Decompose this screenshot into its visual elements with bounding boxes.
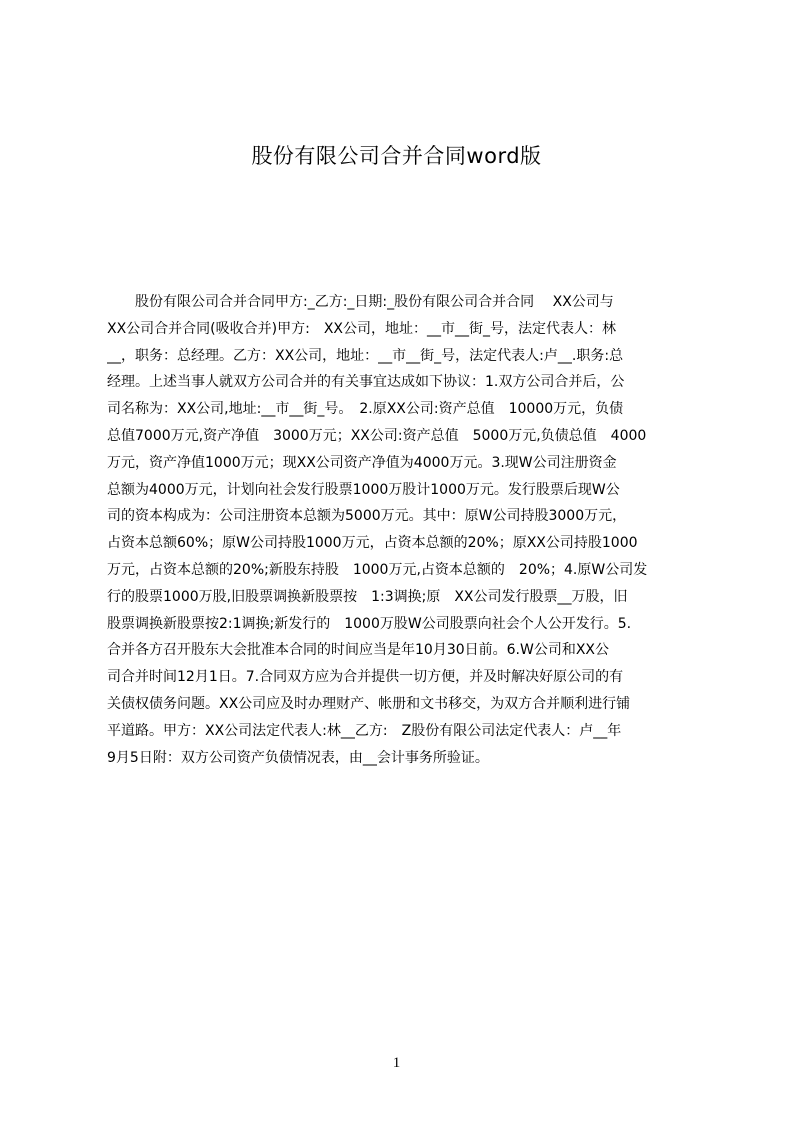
body-line: 司名称为：XX公司,地址:__市__街_号。 2.原XX公司:资产总值 10000万元，负债 [107, 401, 624, 418]
body-line: 司合并时间12月1日。7.合同双方应为合并提供一切方便，并及时解决好原公司的有 [107, 669, 624, 686]
body-line: 合并各方召开股东大会批准本合同的时间应当是年10月30日前。6.W公司和XX公 [107, 642, 610, 659]
body-line: 行的股票1000万股,旧股票调换新股票按 1:3调换;原 XX公司发行股票__万股，旧 [107, 588, 628, 605]
body-line: XX公司合并合同(吸收合并)甲方: XX公司，地址：__市__街_号，法定代表人：林 [107, 320, 617, 337]
body-line: 平道路。甲方：XX公司法定代表人:林__乙方: Z股份有限公司法定代表人：卢__年 [107, 722, 622, 739]
document-title: 股份有限公司合并合同word版 [251, 144, 542, 168]
body-line: 股份有限公司合并合同甲方:_乙方:_日期:_股份有限公司合并合同 XX公司与 [107, 294, 614, 310]
body-line: 9月5日附：双方公司资产负债情况表，由__会计事务所验证。 [107, 749, 489, 766]
body-line: 关债权债务问题。XX公司应及时办理财产、帐册和文书移交，为双方合并顺利进行铺 [107, 695, 631, 712]
body-line: 万元，占资本总额的20%;新股东持股 1000万元,占资本总额的 20%；4.原W公司发 [107, 561, 648, 578]
body-line: 总额为4000万元，计划向社会发行股票1000万股计1000万元。发行股票后现W公 [107, 481, 620, 498]
body-line: 占资本总额60%；原W公司持股1000万元，占资本总额的20%；原XX公司持股1000 [107, 535, 638, 552]
body-line: 总值7000万元,资产净值 3000万元；XX公司:资产总值 5000万元,负债总值 4000 [107, 427, 647, 444]
body-line: 万元，资产净值1000万元；现XX公司资产净值为4000万元。3.现W公司注册资金 [107, 454, 617, 471]
body-line: 司的资本构成为：公司注册资本总额为5000万元。其中：原W公司持股3000万元， [107, 508, 627, 525]
page-number: 1 [392, 1055, 401, 1071]
document-body [107, 289, 697, 771]
body-line: 经理。上述当事人就双方公司合并的有关事宜达成如下协议：1.双方公司合并后，公 [107, 374, 625, 391]
body-line: __，职务：总经理。乙方：XX公司，地址：__市__街_号，法定代表人:卢__.职务:总 [107, 347, 624, 364]
body-line: 股票调换新股票按2:1调换;新发行的 1000万股W公司股票向社会个人公开发行。5. [107, 615, 632, 632]
